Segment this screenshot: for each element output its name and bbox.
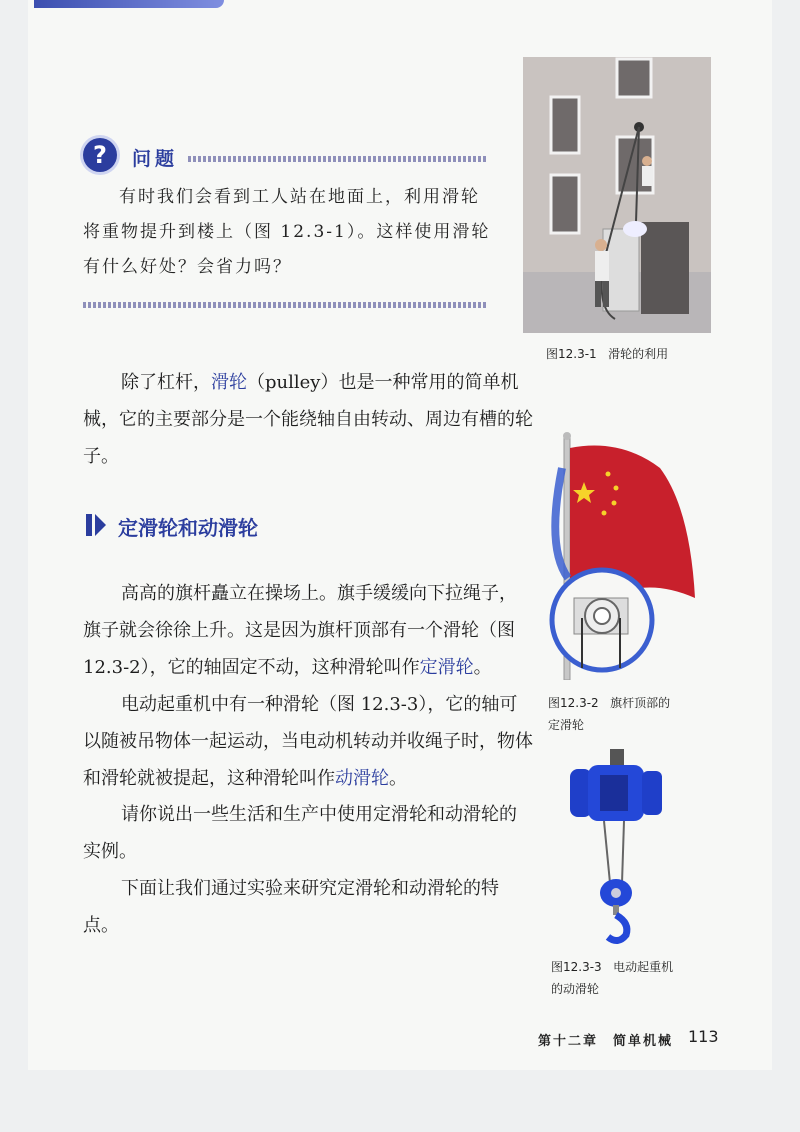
section-title: 定滑轮和动滑轮	[118, 516, 258, 540]
figure-2-title-line2: 定滑轮	[548, 718, 585, 732]
intro-text-before: 除了杠杆，	[121, 372, 211, 393]
section-marker-bar	[86, 514, 92, 536]
figure-electric-hoist	[560, 745, 670, 945]
wavy-divider-top	[188, 156, 488, 162]
figure-3-caption	[551, 956, 673, 1000]
p2-text-before: 电动起重机中有一种滑轮（图 12.3-3），它的轴可以随被吊物体一起运动，当电动机转动并收绳子时，物体和滑轮就被提起，这种滑轮叫作	[83, 694, 533, 789]
term-movable-pulley: 动滑轮	[335, 768, 389, 789]
term-fixed-pulley: 定滑轮	[419, 657, 474, 678]
paragraph-movable-pulley	[83, 686, 533, 797]
figure-pulley-building	[523, 57, 711, 333]
intro-paragraph	[83, 364, 533, 475]
page-number: 113	[688, 1027, 719, 1046]
wavy-divider-bottom	[83, 302, 488, 308]
figure-flagpole-pulley	[540, 428, 700, 680]
figure-1-caption	[546, 343, 668, 365]
p2-text-after: 。	[389, 768, 407, 789]
figure-1-title: 滑轮的利用	[608, 347, 669, 361]
figure-1-number: 图12.3-1	[546, 347, 597, 361]
figure-3-number: 图12.3-3	[551, 960, 602, 974]
paragraph-examples: 请你说出一些生活和生产中使用定滑轮和动滑轮的实例。	[83, 804, 517, 862]
figure-3-title-line2: 的动滑轮	[551, 982, 600, 996]
figure-3-title: 电动起重机	[613, 960, 674, 974]
figure-2-title: 旗杆顶部的	[610, 696, 671, 710]
paragraph-fixed-pulley	[83, 575, 533, 686]
problem-heading: 问题	[132, 148, 179, 170]
figure-2-caption	[548, 692, 670, 736]
top-accent-stripe	[34, 0, 224, 8]
footer-chapter: 第十二章 简单机械	[538, 1034, 674, 1049]
figure-2-number: 图12.3-2	[548, 696, 599, 710]
paragraph-experiment: 下面让我们通过实验来研究定滑轮和动滑轮的特点。	[83, 878, 499, 936]
problem-text: 有时我们会看到工人站在地面上，利用滑轮将重物提升到楼上（图 12.3-1）。这样使用滑轮有什么好处？会省力吗？	[83, 187, 491, 277]
section-marker-arrow	[95, 514, 106, 536]
term-pulley: 滑轮	[211, 372, 247, 393]
p1-text-after: 。	[473, 657, 492, 678]
question-icon: ?	[83, 138, 117, 172]
p1-text-before: 高高的旗杆矗立在操场上。旗手缓缓向下拉绳子，旗子就会徐徐上升。这是因为旗杆顶部有一个滑轮（图 12.3-2），它的轴固定不动，这种滑轮叫作	[83, 583, 517, 678]
intro-text-after: （pulley）也是一种常用的简单机械，它的主要部分是一个能绕轴自由转动、周边有槽的轮子。	[83, 372, 533, 467]
